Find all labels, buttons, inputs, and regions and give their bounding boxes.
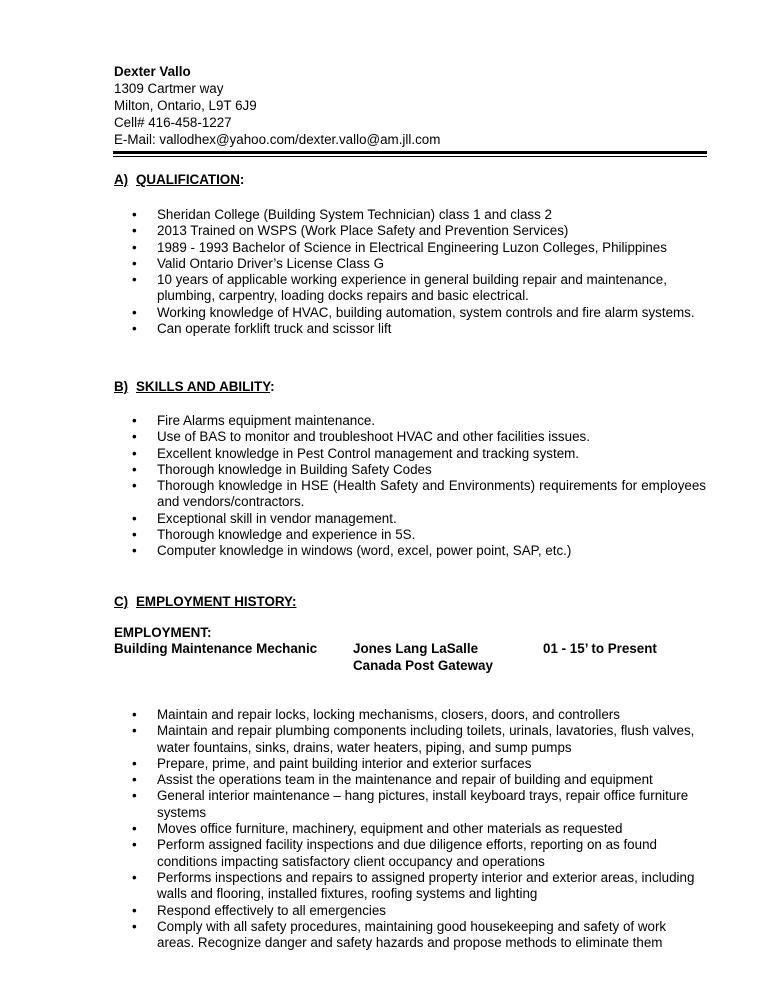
list-item: • Thorough knowledge in Building Safety Codes (114, 462, 706, 478)
list-item: • 10 years of applicable working experience in general building repair and maintenance, plumbing, carpentry, loading docks repairs and basic electrical. (114, 272, 706, 305)
cell-phone: Cell# 416-458-1227 (114, 115, 232, 130)
employment-heading (114, 593, 296, 610)
header-divider-thin (113, 156, 707, 157)
list-item: • Use of BAS to monitor and troubleshoot HVAC and other facilities issues. (114, 429, 706, 445)
section-letter: C) (114, 594, 129, 609)
list-item: • Performs inspections and repairs to assigned property interior and exterior areas, including walls and flooring, installed fixtures, roofing systems and lighting (114, 870, 706, 903)
contact-header (114, 63, 440, 148)
list-item: • Thorough knowledge and experience in 5S. (114, 527, 706, 543)
header-divider-thick (113, 151, 707, 154)
list-item: • Can operate forklift truck and scissor lift (114, 321, 706, 337)
job-company (353, 640, 493, 674)
section-title: EMPLOYMENT HISTORY: (136, 594, 297, 609)
list-item: • Maintain and repair locks, locking mechanisms, closers, doors, and controllers (114, 707, 706, 723)
employment-label: EMPLOYMENT: (114, 625, 212, 640)
list-item: • Respond effectively to all emergencies (114, 903, 706, 919)
company-location: Canada Post Gateway (353, 658, 493, 673)
section-colon: : (239, 172, 245, 187)
skills-heading (114, 378, 275, 395)
address-line-1: 1309 Cartmer way (114, 81, 224, 96)
list-item: • Computer knowledge in windows (word, excel, power point, SAP, etc.) (114, 543, 706, 559)
list-item: • Maintain and repair plumbing components including toilets, urinals, lavatories, flush valves, water fountains, sinks, drains, water heaters, piping, and sump pumps (114, 723, 706, 756)
list-item: • General interior maintenance – hang pictures, install keyboard trays, repair office furniture systems (114, 788, 706, 821)
duties-list (114, 707, 706, 951)
applicant-name: Dexter Vallo (114, 64, 191, 79)
address-line-2: Milton, Ontario, L9T 6J9 (114, 98, 257, 113)
list-item: • Valid Ontario Driver’s License Class G (114, 256, 706, 272)
list-item: • Fire Alarms equipment maintenance. (114, 413, 706, 429)
list-item: • Assist the operations team in the maintenance and repair of building and equipment (114, 772, 706, 788)
list-item: • Comply with all safety procedures, maintaining good housekeeping and safety of work areas. Recognize danger and safety hazards and propose methods to eliminate them (114, 919, 706, 952)
section-title: SKILLS AND ABILITY (136, 379, 271, 394)
company-name: Jones Lang LaSalle (353, 641, 479, 656)
list-item: • Exceptional skill in vendor management. (114, 511, 706, 527)
section-letter: B) (114, 379, 129, 394)
list-item: • 1989 - 1993 Bachelor of Science in Electrical Engineering Luzon Colleges, Philippines (114, 240, 706, 256)
list-item: • Perform assigned facility inspections and due diligence efforts, reporting on as found conditions impacting satisfactory client occupancy and operations (114, 837, 706, 870)
job-dates: 01 - 15’ to Present (543, 641, 657, 656)
skills-list (114, 413, 706, 560)
section-colon: : (270, 379, 275, 394)
email-line: E-Mail: vallodhex@yahoo.com/dexter.vallo@am.jll.com (114, 132, 441, 147)
qualification-heading (114, 171, 244, 188)
job-position: Building Maintenance Mechanic (114, 641, 318, 656)
list-item: • Thorough knowledge in HSE (Health Safety and Environments) requirements for employees and vendors/contractors. (114, 478, 706, 511)
section-letter: A) (114, 172, 129, 187)
list-item: • Moves office furniture, machinery, equipment and other materials as requested (114, 821, 706, 837)
list-item: • Sheridan College (Building System Technician) class 1 and class 2 (114, 207, 706, 223)
qualification-list (114, 207, 706, 337)
list-item: • 2013 Trained on WSPS (Work Place Safety and Prevention Services) (114, 223, 706, 239)
list-item: • Prepare, prime, and paint building interior and exterior surfaces (114, 756, 706, 772)
list-item: • Excellent knowledge in Pest Control management and tracking system. (114, 446, 706, 462)
list-item: • Working knowledge of HVAC, building automation, system controls and fire alarm systems. (114, 305, 706, 321)
section-title: QUALIFICATION (136, 172, 240, 187)
